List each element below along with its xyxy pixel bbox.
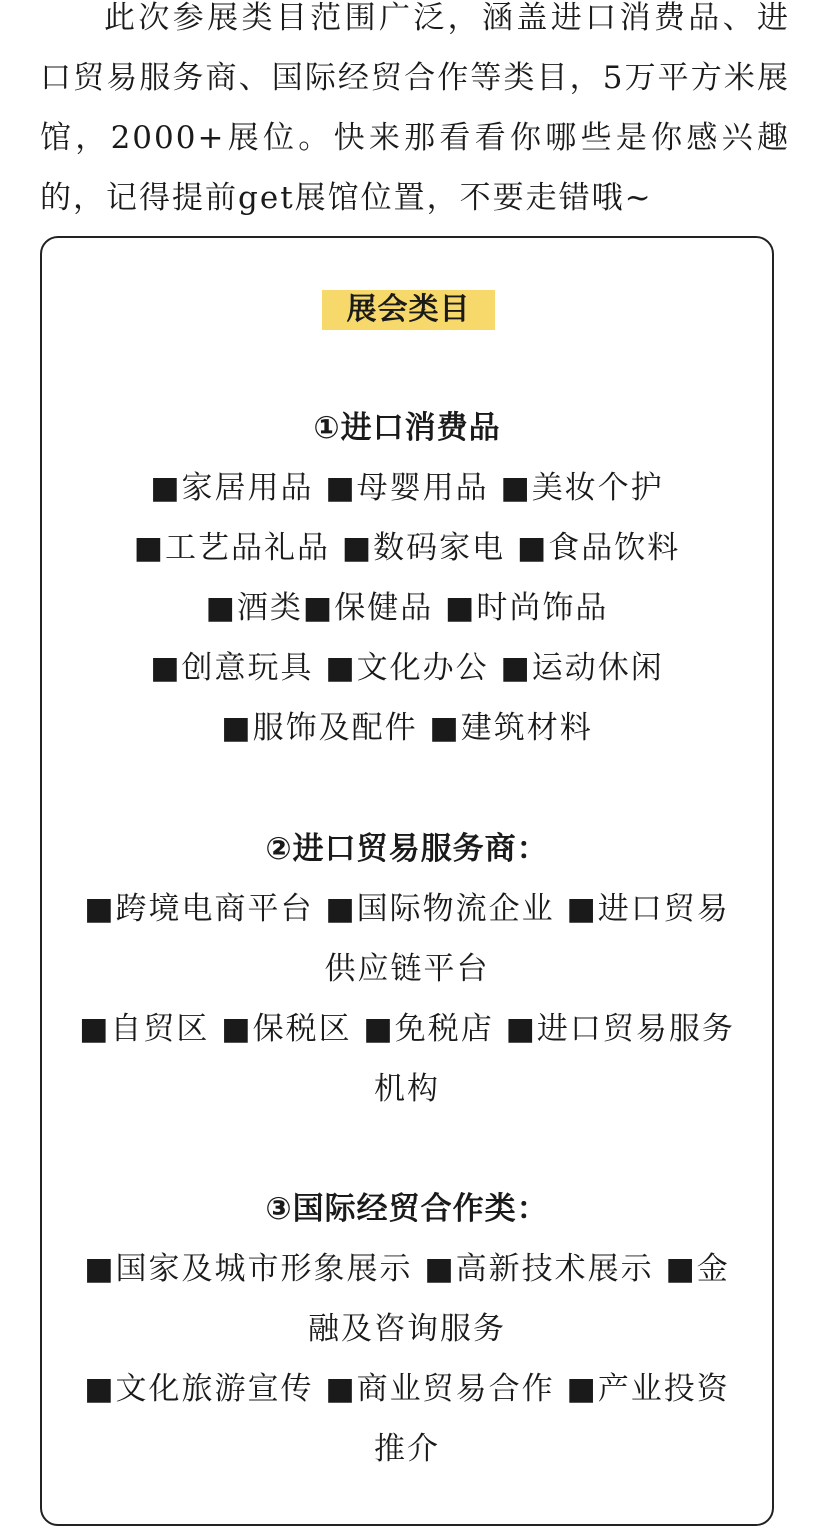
section-heading-consumer-goods: ①进口消费品 xyxy=(313,410,501,446)
category-line: ■家居用品 ■母婴用品 ■美妆个护 xyxy=(150,470,664,506)
category-line: ■酒类■保健品 ■时尚饰品 xyxy=(205,590,609,626)
category-line: 推介 xyxy=(374,1431,440,1467)
category-line: ■国家及城市形象展示 ■高新技术展示 ■金 xyxy=(84,1251,730,1287)
category-line: ■服饰及配件 ■建筑材料 xyxy=(221,710,593,746)
category-line: 供应链平台 xyxy=(324,951,490,987)
section-heading-trade-services: ②进口贸易服务商： xyxy=(265,831,549,867)
category-line: 融及咨询服务 xyxy=(308,1311,506,1347)
card-title: 展会类目 xyxy=(322,290,495,330)
category-line: ■创意玩具 ■文化办公 ■运动休闲 xyxy=(150,650,664,686)
category-line: ■文化旅游宣传 ■商业贸易合作 ■产业投资 xyxy=(84,1371,730,1407)
category-line: 机构 xyxy=(374,1071,440,1107)
section-heading-economic-cooperation: ③国际经贸合作类： xyxy=(265,1191,549,1227)
category-line: ■工艺品礼品 ■数码家电 ■食品饮料 xyxy=(133,530,681,566)
category-line: ■跨境电商平台 ■国际物流企业 ■进口贸易 xyxy=(84,891,730,927)
category-line: ■自贸区 ■保税区 ■免税店 ■进口贸易服务 xyxy=(79,1011,735,1047)
intro-paragraph: 此次参展类目范围广泛，涵盖进口消费品、进口贸易服务商、国际经贸合作等类目，5万平方米展馆，2000+展位。快来那看看你哪些是你感兴趣的，记得提前get展馆位置，不要走错哦~ xyxy=(40,0,790,216)
